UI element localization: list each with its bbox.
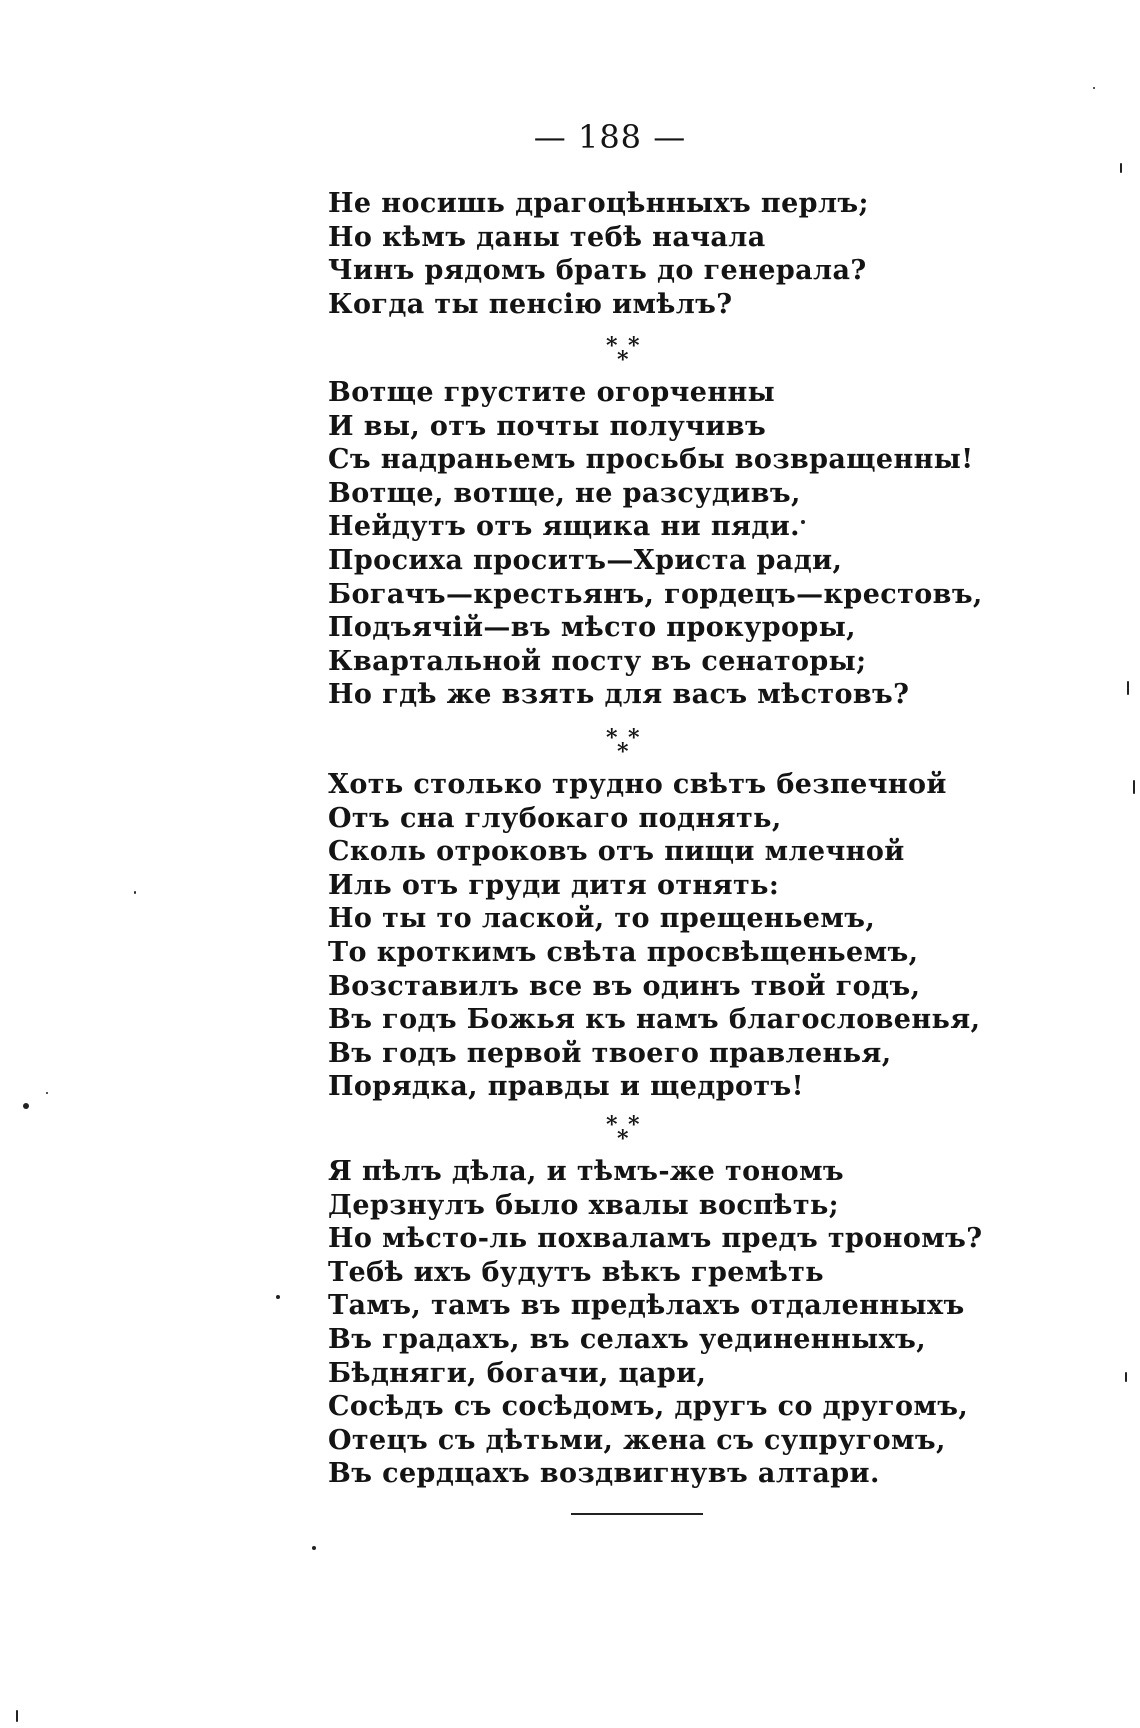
- scan-speck: [312, 1546, 316, 1550]
- verse-line: Иль отъ груди дитя отнять:: [328, 869, 780, 901]
- scan-speck: [134, 891, 136, 894]
- scan-speck: [1125, 1372, 1127, 1382]
- scan-speck: [23, 1103, 29, 1109]
- verse-line: Въ градахъ, въ селахъ уединенныхъ,: [328, 1323, 927, 1355]
- verse-line: Отъ сна глубокаго поднять,: [328, 802, 782, 834]
- asterism-divider: [606, 335, 666, 375]
- verse-line: Не носишь драгоцѣнныхъ перлъ;: [328, 188, 869, 219]
- asterisk: *: [617, 347, 629, 373]
- verse-line: Нейдутъ отъ ящика ни пяди.: [328, 511, 800, 543]
- verse-line: Тамъ, тамъ въ предѣлахъ отдаленныхъ: [328, 1290, 965, 1322]
- verse-line: Но кѣмъ даны тебѣ начала: [328, 221, 766, 253]
- verse-line: Возставилъ все въ одинъ твой годъ,: [328, 970, 921, 1002]
- stanza: [328, 768, 980, 1104]
- asterisk: *: [628, 725, 640, 751]
- scan-speck: [16, 1710, 18, 1722]
- verse-line: Когда ты пенсію имѣлъ?: [328, 288, 733, 320]
- scan-speck: [1133, 780, 1135, 794]
- verse-line: Вотще, вотще, не разсудивъ,: [328, 477, 801, 509]
- verse-line: Хоть столько трудно свѣтъ безпечной: [328, 769, 947, 800]
- verse-line: То кроткимъ свѣта просвѣщеньемъ,: [328, 936, 919, 968]
- stanza: [328, 1155, 982, 1491]
- verse-line: Подъячій—въ мѣсто прокуроры,: [328, 612, 856, 644]
- verse-line: Я пѣлъ дѣла, и тѣмъ-же тономъ: [328, 1156, 845, 1187]
- asterisk: *: [628, 333, 640, 359]
- verse-line: Сосѣдъ съ сосѣдомъ, другъ со другомъ,: [328, 1391, 969, 1423]
- verse-line: Въ годъ первой твоего правленья,: [328, 1037, 892, 1069]
- verse-line: Вотще грустите огорченны: [328, 377, 776, 408]
- scan-speck: [801, 520, 805, 524]
- asterisk: *: [617, 739, 629, 765]
- verse-line: Но гдѣ же взять для васъ мѣстовъ?: [328, 679, 910, 711]
- asterisk: *: [606, 333, 618, 359]
- verse-line: Чинъ рядомъ брать до генерала?: [328, 255, 867, 287]
- asterisk: *: [606, 725, 618, 751]
- scan-speck: [46, 1092, 48, 1094]
- asterisk: *: [606, 1112, 618, 1138]
- verse-line: Съ надраньемъ просьбы возвращенны!: [328, 444, 974, 476]
- verse-line: Но мѣсто-ль похваламъ предъ трономъ?: [328, 1223, 983, 1255]
- scan-speck: [1093, 87, 1095, 89]
- scan-speck: [1127, 681, 1129, 695]
- verse-line: Тебѣ ихъ будутъ вѣкъ гремѣть: [328, 1256, 824, 1288]
- verse-line: Порядка, правды и щедротъ!: [328, 1071, 804, 1103]
- verse-line: Но ты то лаской, то прещеньемъ,: [328, 903, 876, 935]
- scan-speck: [276, 1295, 280, 1299]
- end-rule: [571, 1513, 703, 1515]
- verse-line: Сколь отроковъ отъ пищи млечной: [328, 836, 905, 868]
- scan-speck: [1120, 163, 1122, 173]
- verse-line: Квартальной посту въ сенаторы;: [328, 645, 867, 677]
- stanza: [328, 376, 983, 712]
- stanza: [328, 187, 869, 321]
- verse-line: Просиха проситъ—Христа ради,: [328, 544, 843, 576]
- page-number: — 188 —: [533, 118, 687, 156]
- verse-line: И вы, отъ почты получивъ: [328, 410, 767, 442]
- asterism-divider: [606, 1114, 666, 1154]
- asterism-divider: [606, 727, 666, 767]
- verse-line: Богачъ—крестьянъ, гордецъ—крестовъ,: [328, 578, 983, 610]
- verse-line: Въ годъ Божья къ намъ благословенья,: [328, 1004, 981, 1036]
- asterisk: *: [617, 1126, 629, 1152]
- verse-line: Отецъ съ дѣтьми, жена съ супругомъ,: [328, 1424, 946, 1456]
- asterisk: *: [628, 1112, 640, 1138]
- verse-line: Въ сердцахъ воздвигнувъ алтари.: [328, 1458, 880, 1490]
- verse-line: Дерзнулъ было хвалы воспѣть;: [328, 1189, 840, 1221]
- verse-line: Бѣдняги, богачи, цари,: [328, 1357, 707, 1389]
